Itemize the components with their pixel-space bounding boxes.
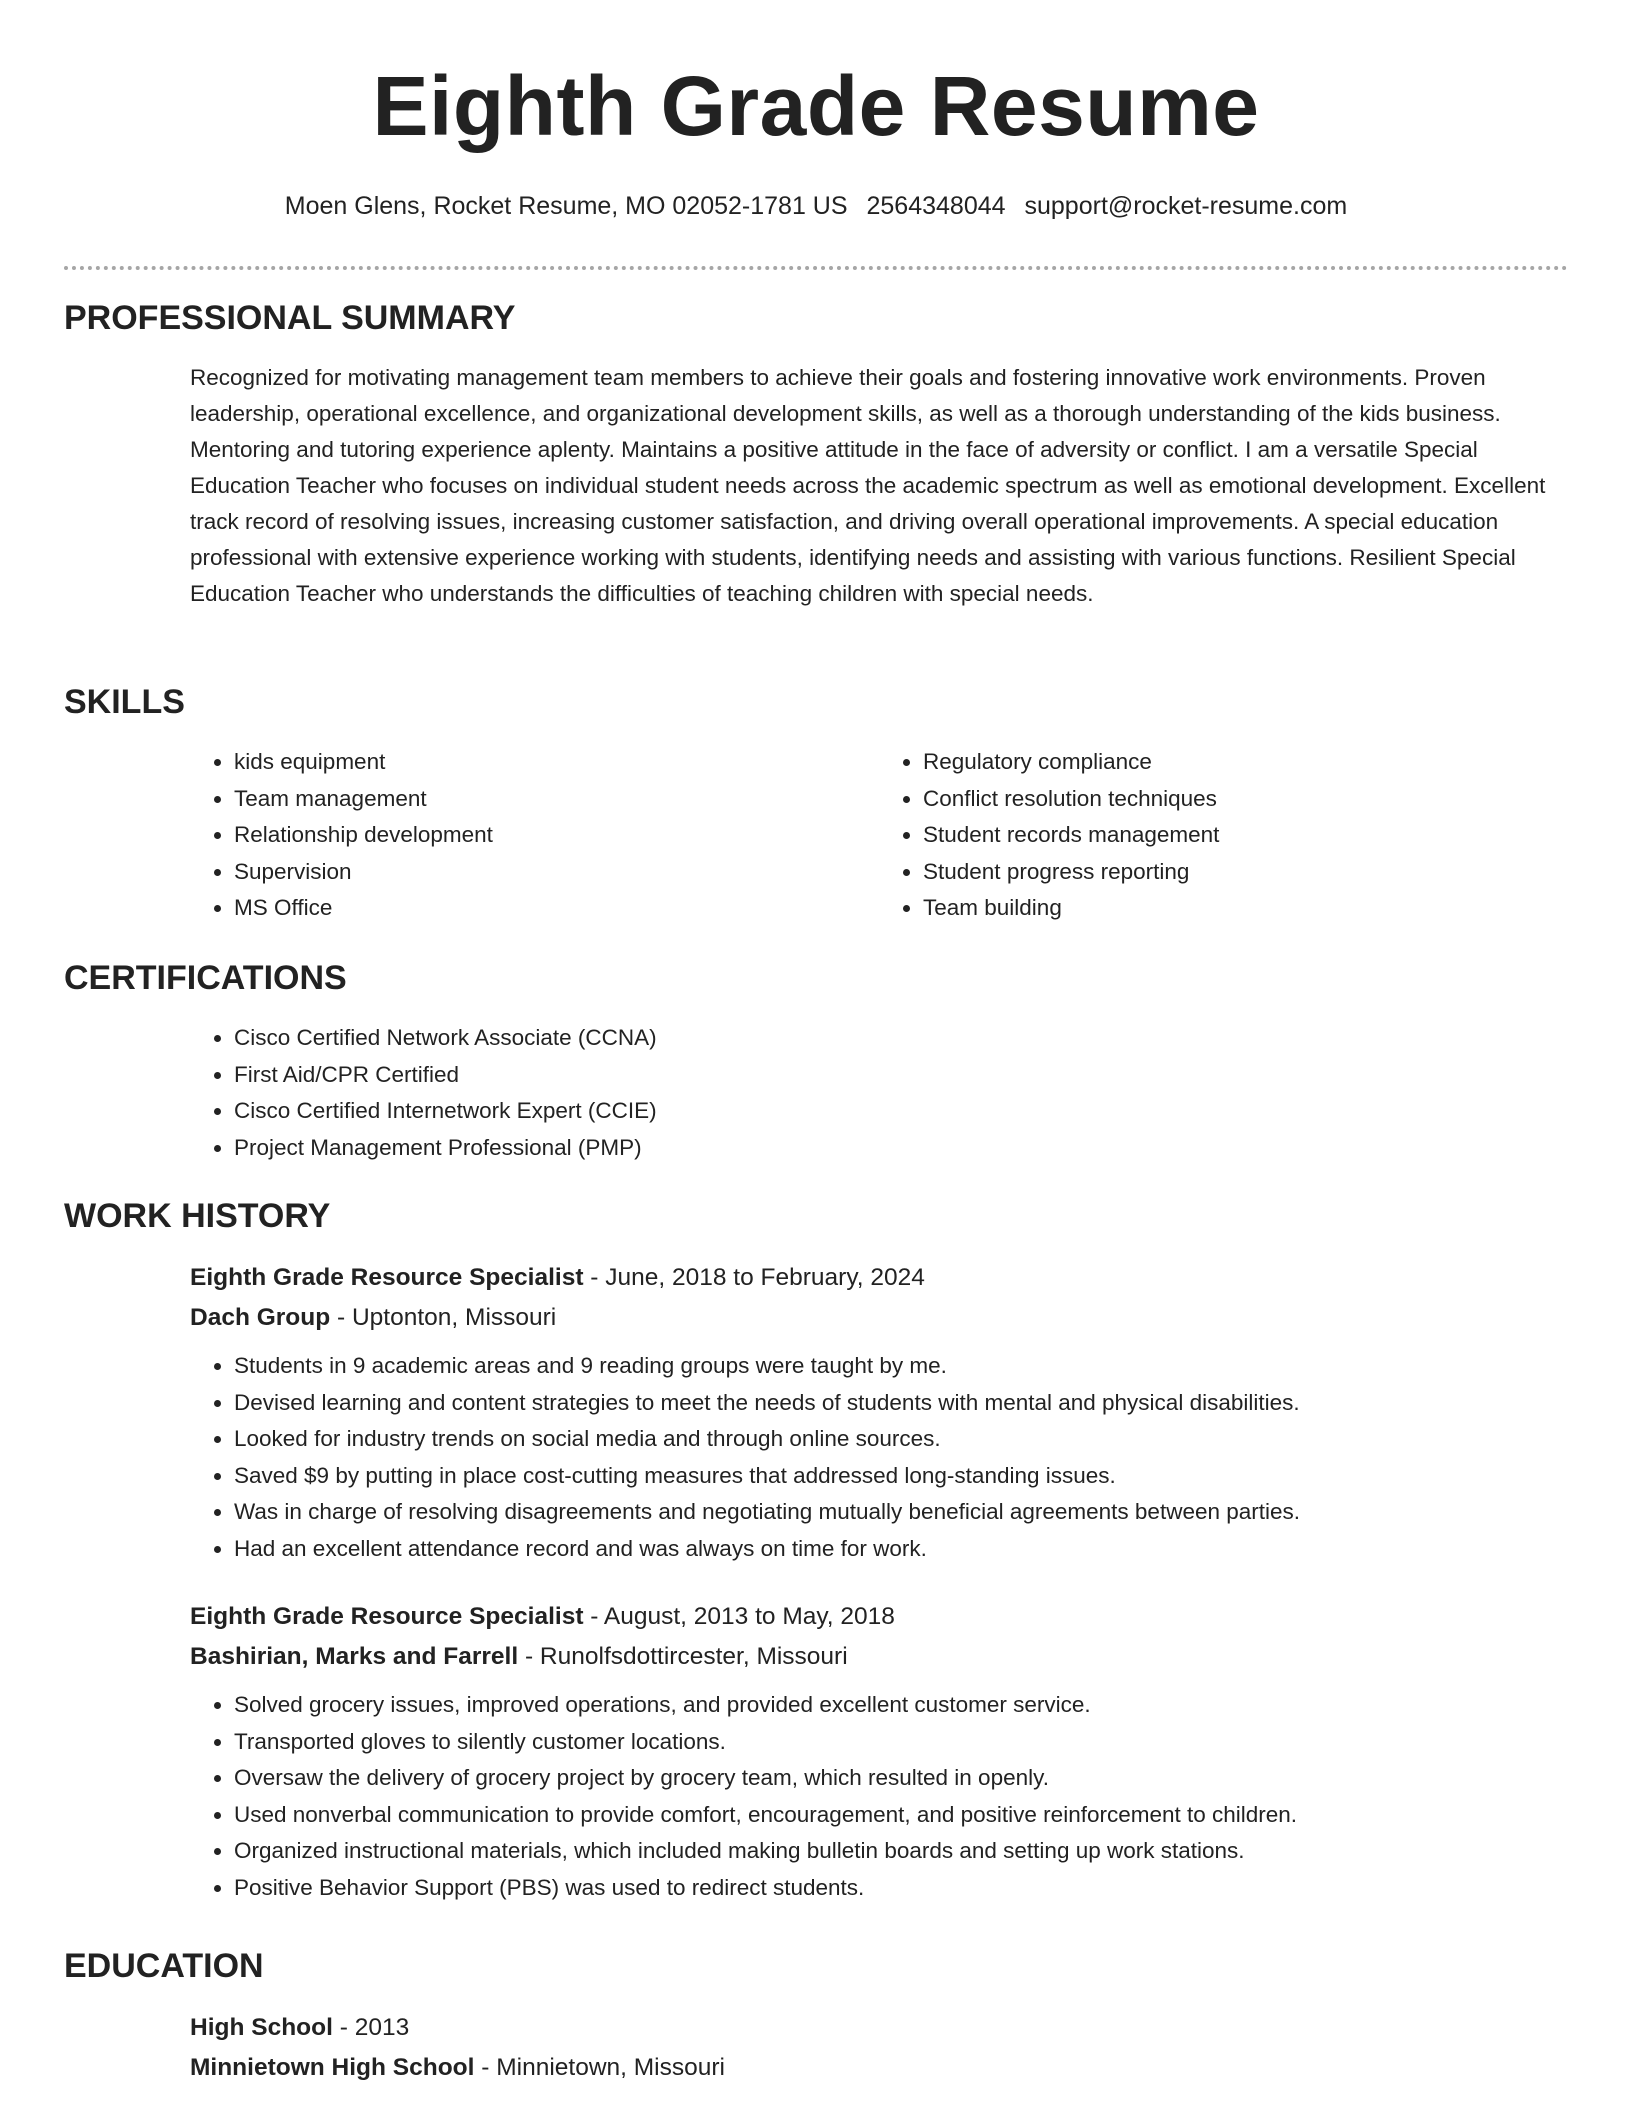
education-degree: High School — [190, 2014, 333, 2041]
job-bullet: • Transported gloves to silently customer locations. — [234, 1724, 1568, 1761]
certification-item: • Project Management Professional (PMP) — [234, 1130, 1568, 1167]
job-bullet: • Oversaw the delivery of grocery project by grocery team, which resulted in openly. — [234, 1760, 1568, 1797]
skill-item: • Conflict resolution techniques — [923, 781, 1568, 818]
work-history-heading: WORK HISTORY — [64, 1197, 331, 1235]
skills-list-right — [879, 744, 1568, 927]
job-bullet: • Organized instructional materials, which included making bulletin boards and setting up work stations. — [234, 1833, 1568, 1870]
job-location: - Runolfsdottircester, Missouri — [518, 1643, 848, 1670]
education-school-line — [190, 2048, 1568, 2088]
education-section — [64, 1946, 1568, 2088]
work-history-section — [64, 1196, 1568, 1906]
certifications-list — [190, 1020, 1568, 1166]
job-bullets — [190, 1687, 1568, 1906]
job-bullet: • Solved grocery issues, improved operations, and provided excellent customer service. — [234, 1687, 1568, 1724]
skill-item: • Student progress reporting — [923, 854, 1568, 891]
skills-section — [64, 682, 1568, 927]
job-company-line — [190, 1637, 1568, 1677]
skill-item: • Student records management — [923, 817, 1568, 854]
job-bullet: • Students in 9 academic areas and 9 reading groups were taught by me. — [234, 1348, 1568, 1385]
skill-item: • MS Office — [234, 890, 879, 927]
certifications-section — [64, 958, 1568, 1166]
resume-title: Eighth Grade Resume — [372, 59, 1260, 153]
skill-item: • Team management — [234, 781, 879, 818]
job-bullet: • Devised learning and content strategies to meet the needs of students with mental and physical disabilities. — [234, 1385, 1568, 1422]
resume-page — [64, 0, 1568, 2081]
skills-list-left — [190, 744, 879, 927]
job-title-line — [190, 1258, 1568, 1298]
skill-item: • kids equipment — [234, 744, 879, 781]
job-bullet: • Saved $9 by putting in place cost-cutting measures that addressed long-standing issues. — [234, 1458, 1568, 1495]
certification-item: • First Aid/CPR Certified — [234, 1057, 1568, 1094]
education-location: - Minnietown, Missouri — [474, 2054, 725, 2081]
header-divider — [64, 266, 1568, 270]
job-dates: - June, 2018 to February, 2024 — [583, 1264, 925, 1291]
skill-item: • Regulatory compliance — [923, 744, 1568, 781]
job-company: Bashirian, Marks and Farrell — [190, 1643, 519, 1670]
contact-address: Moen Glens, Rocket Resume, MO 02052-1781 US — [284, 192, 848, 220]
job-entry — [190, 1258, 1568, 1567]
education-degree-line — [190, 2008, 1568, 2048]
job-bullet: • Looked for industry trends on social media and through online sources. — [234, 1421, 1568, 1458]
job-bullet: • Was in charge of resolving disagreements and negotiating mutually beneficial agreements between parties. — [234, 1494, 1568, 1531]
skill-item: • Supervision — [234, 854, 879, 891]
certification-item: • Cisco Certified Network Associate (CCNA) — [234, 1020, 1568, 1057]
job-dates: - August, 2013 to May, 2018 — [583, 1603, 895, 1630]
job-bullet: • Used nonverbal communication to provide comfort, encouragement, and positive reinforcement to children. — [234, 1797, 1568, 1834]
contact-phone: 2564348044 — [866, 192, 1006, 220]
job-location: - Uptonton, Missouri — [330, 1304, 557, 1331]
job-company-line — [190, 1298, 1568, 1338]
job-bullet: • Positive Behavior Support (PBS) was used to redirect students. — [234, 1870, 1568, 1907]
certification-item: • Cisco Certified Internetwork Expert (CCIE) — [234, 1093, 1568, 1130]
education-school: Minnietown High School — [190, 2054, 475, 2081]
contact-line — [64, 190, 1568, 222]
job-title: Eighth Grade Resource Specialist — [190, 1603, 584, 1630]
job-entry — [190, 1597, 1568, 1906]
education-year: - 2013 — [332, 2014, 410, 2041]
job-bullets — [190, 1348, 1568, 1567]
summary-text: Recognized for motivating management team members to achieve their goals and fostering innovative work environments. Proven leadership, operational excellence, and organizational development skills, as well as a thorough understanding of the kids business. Mentoring and tutoring experience aplenty. Maintains a positive attitude in the face of adversity or conflict. I am a versatile Special Education Teacher who focuses on individual student needs across the academic spectrum as well as emotional development. Excellent track record of resolving issues, increasing customer satisfaction, and driving overall operational improvements. A special education professional with extensive experience working with students, identifying needs and assisting with various functions. Resilient Special Education Teacher who understands the difficulties of teaching children with special needs. — [190, 365, 1546, 606]
summary-heading: PROFESSIONAL SUMMARY — [64, 299, 516, 337]
job-bullet: • Had an excellent attendance record and was always on time for work. — [234, 1531, 1568, 1568]
education-heading: EDUCATION — [64, 1947, 264, 1985]
skill-item: • Relationship development — [234, 817, 879, 854]
skill-item: • Team building — [923, 890, 1568, 927]
job-title: Eighth Grade Resource Specialist — [190, 1264, 584, 1291]
contact-email: support@rocket-resume.com — [1024, 192, 1348, 220]
certifications-heading: CERTIFICATIONS — [64, 959, 347, 997]
job-title-line — [190, 1597, 1568, 1637]
job-company: Dach Group — [190, 1304, 331, 1331]
summary-section — [64, 298, 1568, 612]
skills-heading: SKILLS — [64, 683, 185, 721]
